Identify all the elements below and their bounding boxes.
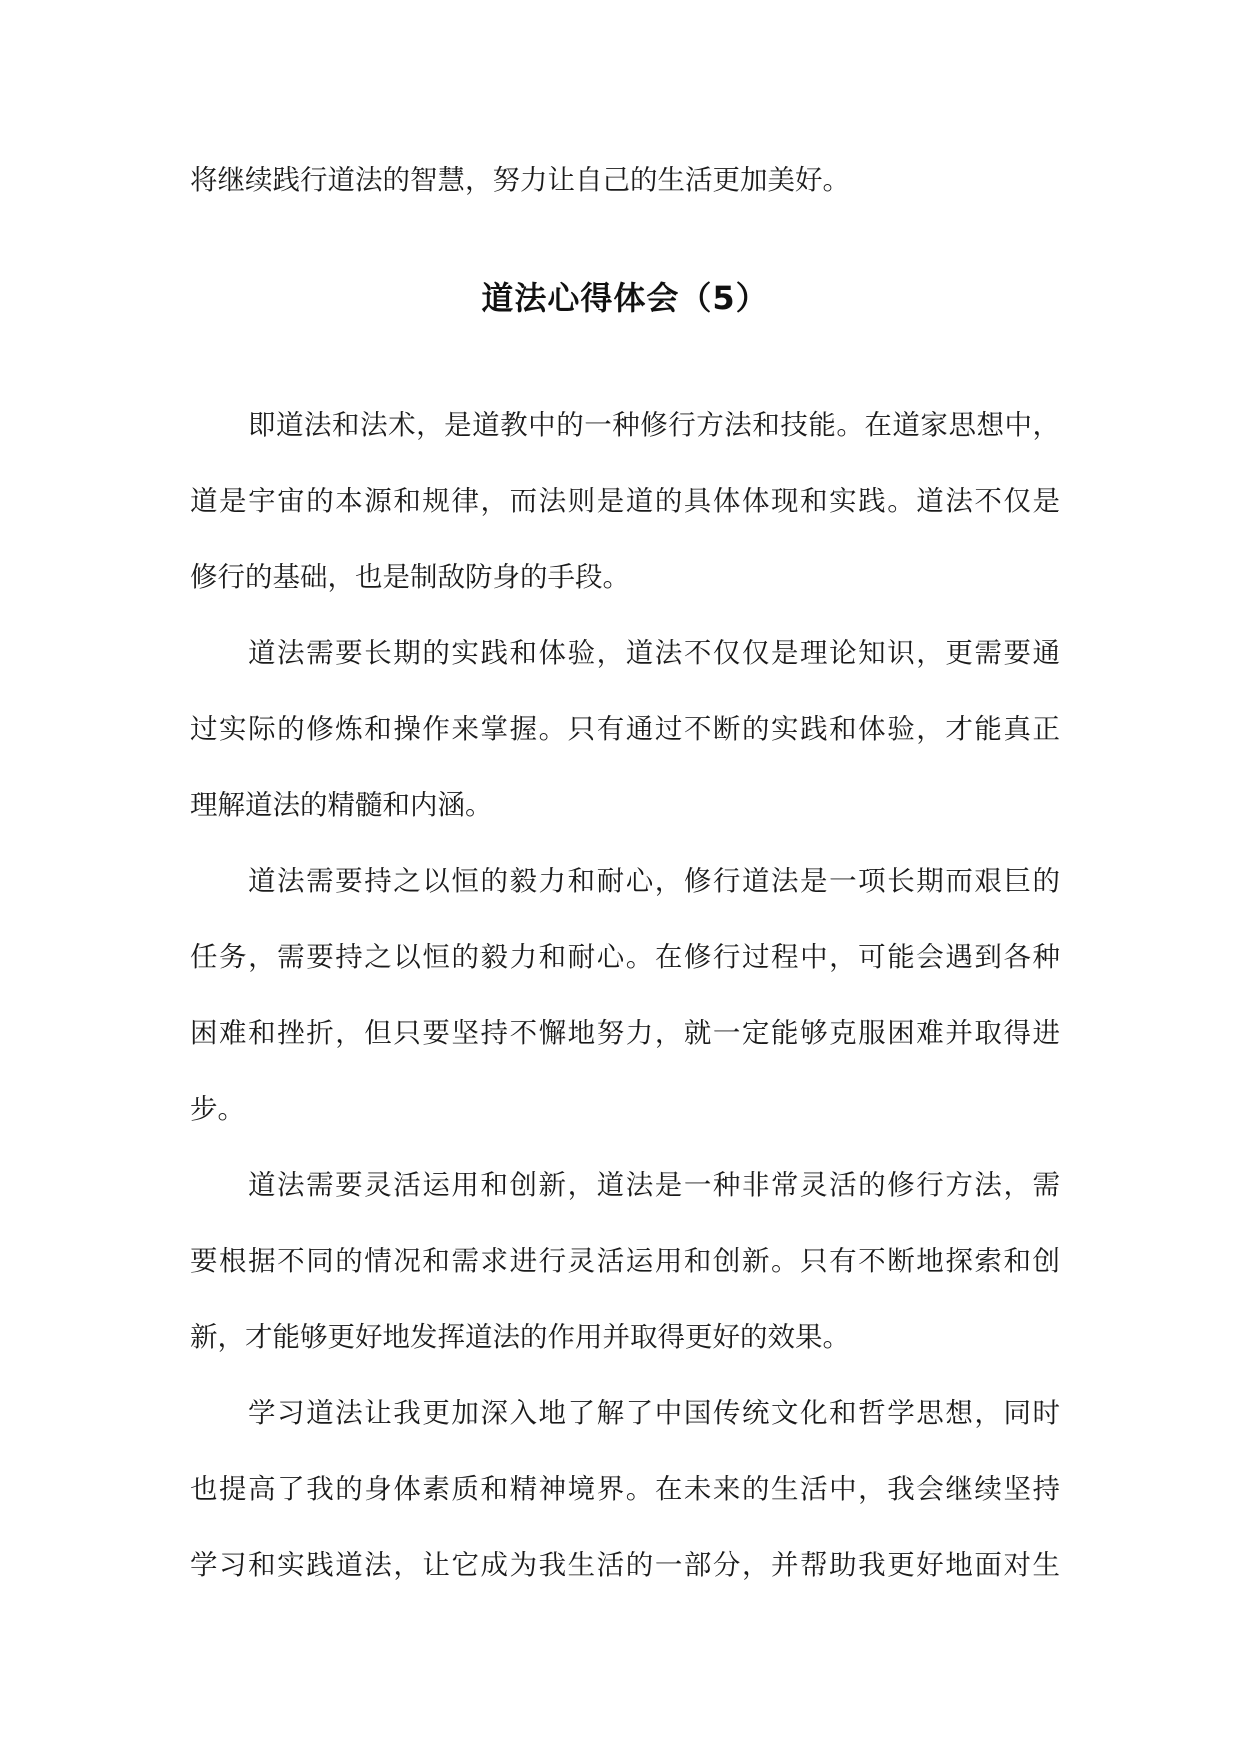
section-title: 道法心得体会（5） bbox=[481, 279, 769, 317]
paragraph-line: 过实际的修炼和操作来掌握。只有通过不断的实践和体验，才能真正 bbox=[190, 713, 1060, 745]
paragraph-line: 修行的基础，也是制敌防身的手段。 bbox=[190, 561, 630, 593]
paragraph-line: 要根据不同的情况和需求进行灵活运用和创新。只有不断地探索和创 bbox=[190, 1245, 1060, 1277]
paragraph bbox=[190, 843, 1060, 1147]
document-body bbox=[190, 142, 1060, 1603]
intro-line: 将继续践行道法的智慧，努力让自己的生活更加美好。 bbox=[190, 164, 850, 196]
paragraph-line: 困难和挫折，但只要坚持不懈地努力，就一定能够克服困难并取得进 bbox=[190, 1017, 1060, 1049]
paragraph-line: 学习道法让我更加深入地了解了中国传统文化和哲学思想，同时 bbox=[248, 1397, 1060, 1429]
paragraph-line: 道是宇宙的本源和规律，而法则是道的具体体现和实践。道法不仅是 bbox=[190, 485, 1060, 517]
paragraph-line: 理解道法的精髓和内涵。 bbox=[190, 789, 493, 821]
paragraph-line: 道法需要持之以恒的毅力和耐心，修行道法是一项长期而艰巨的 bbox=[248, 865, 1060, 897]
paragraph bbox=[190, 1147, 1060, 1375]
paragraph-line: 学习和实践道法，让它成为我生活的一部分，并帮助我更好地面对生 bbox=[190, 1549, 1060, 1581]
paragraph-line: 道法需要灵活运用和创新，道法是一种非常灵活的修行方法，需 bbox=[248, 1169, 1060, 1201]
paragraph bbox=[190, 387, 1060, 615]
paragraph-line: 任务，需要持之以恒的毅力和耐心。在修行过程中，可能会遇到各种 bbox=[190, 941, 1060, 973]
paragraph bbox=[190, 615, 1060, 843]
paragraph-line: 步。 bbox=[190, 1093, 245, 1125]
paragraph-line: 即道法和法术，是道教中的一种修行方法和技能。在道家思想中， bbox=[248, 409, 1060, 441]
paragraph-line: 也提高了我的身体素质和精神境界。在未来的生活中，我会继续坚持 bbox=[190, 1473, 1060, 1505]
paragraph bbox=[190, 1375, 1060, 1603]
paragraph-line: 道法需要长期的实践和体验，道法不仅仅是理论知识，更需要通 bbox=[248, 637, 1060, 669]
paragraph-line: 新，才能够更好地发挥道法的作用并取得更好的效果。 bbox=[190, 1321, 850, 1353]
